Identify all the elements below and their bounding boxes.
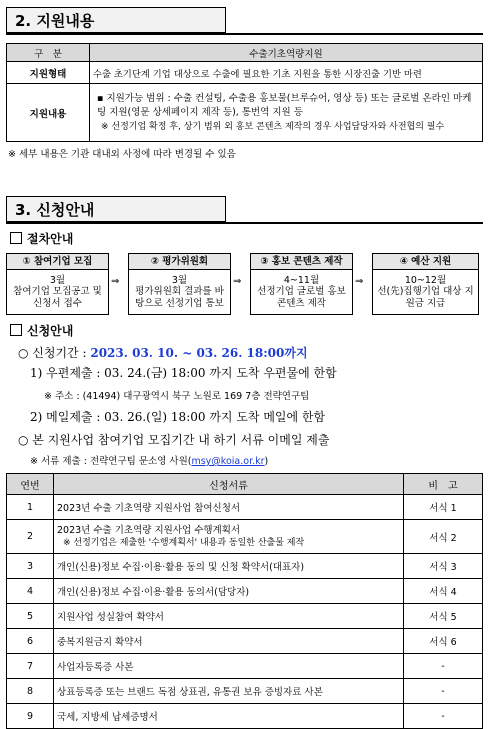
- arrow-right-icon: ⇒: [355, 276, 364, 287]
- procedure-step-4: [372, 253, 479, 315]
- row-document: 2023년 수출 기초역량 지원사업 수행계획서: [57, 524, 241, 536]
- checkbox-square-icon: [10, 324, 22, 336]
- documents-header-doc: 신청서류: [54, 474, 404, 495]
- table-row: [7, 579, 483, 604]
- application-heading: [10, 322, 73, 339]
- checkbox-square-icon: [10, 232, 22, 244]
- table-row: [7, 604, 483, 629]
- procedure-step-3-when: 4~11월: [283, 275, 320, 286]
- row-number: 5: [7, 604, 54, 629]
- section-3-title: [6, 196, 226, 222]
- application-period: [18, 344, 308, 361]
- documents-header-no: 연번: [7, 474, 54, 495]
- procedure-step-3-desc: 선정기업 글로벌 홍보콘텐츠 제작: [257, 286, 346, 309]
- row-number: 1: [7, 495, 54, 520]
- arrow-right-icon: ⇒: [233, 276, 242, 287]
- documents-header-remark: 비 고: [404, 474, 483, 495]
- procedure-step-2: [128, 253, 231, 315]
- application-period-value: 2023. 03. 10. ~ 03. 26. 18:00까지: [90, 346, 308, 360]
- support-table-header-category: 구 분: [7, 44, 90, 62]
- support-scope-bullet: ▪ 지원가능 범위 : 수출 컨설팅, 수출용 홍보물(브루슈어, 영상 등) 또는 글로벌 온라인 마케팅 지원(영문 상세페이지 제작 등), 통번역 지원 등: [97, 92, 472, 118]
- section-2-title-text: 2. 지원내용: [15, 12, 95, 30]
- row-remark: -: [404, 704, 483, 729]
- row-number: 8: [7, 679, 54, 704]
- row-document-note: ※ 선정기업은 제출한 '수행계획서' 내용과 동일한 산출물 제작: [63, 537, 305, 548]
- procedure-heading: [10, 230, 73, 247]
- procedure-heading-text: 절차안내: [27, 232, 74, 246]
- row-remark: 서식 2: [404, 520, 483, 554]
- procedure-step-4-when: 10~12월: [404, 275, 447, 286]
- row-number: 6: [7, 629, 54, 654]
- table-row: [7, 554, 483, 579]
- row-remark: -: [404, 679, 483, 704]
- procedure-step-2-when: 3월: [171, 275, 188, 286]
- support-table: [6, 43, 483, 142]
- row-remark: 서식 1: [404, 495, 483, 520]
- row-document: 사업자등록증 사본: [54, 654, 404, 679]
- section-3-title-text: 3. 신청안내: [15, 201, 95, 219]
- row-number: 7: [7, 654, 54, 679]
- procedure-step-3-title: ③ 홍보 콘텐츠 제작: [251, 254, 352, 270]
- email-submission: 2) 메일제출 : 03. 26.(일) 18:00 까지 도착 메일에 한함: [30, 410, 326, 424]
- procedure-step-1-title: ① 참여기업 모집: [7, 254, 108, 270]
- row-number: 9: [7, 704, 54, 729]
- row-document: 개인(신용)정보 수집·이용·활용 동의서(담당자): [54, 579, 404, 604]
- row-document: 상표등록증 또는 브랜드 독점 상표권, 유통권 보유 증빙자료 사본: [54, 679, 404, 704]
- documents-contact-prefix: ※ 서류 제출 : 전략연구팀 문소영 사원(: [30, 456, 192, 467]
- procedure-step-2-title: ② 평가위원회: [129, 254, 230, 270]
- row-document: 중복지원금지 확약서: [54, 629, 404, 654]
- procedure-step-1: [6, 253, 109, 315]
- support-content-label: 지원내용: [7, 84, 90, 142]
- row-document: 지원사업 성실참여 확약서: [54, 604, 404, 629]
- procedure-step-1-desc: 참여기업 모집공고 및 신청서 접수: [13, 286, 102, 309]
- row-document: 개인(신용)정보 수집·이용·활용 동의 및 신청 확약서(대표자): [54, 554, 404, 579]
- section-2-title: [6, 7, 226, 33]
- support-scope-note: ※ 선정기업 확정 후, 상기 범위 외 홍보 콘텐츠 제작의 경우 사업담당자와 사전협의 필수: [101, 121, 445, 132]
- procedure-step-1-when: 3월: [49, 275, 66, 286]
- table-row: [7, 629, 483, 654]
- documents-table: [6, 473, 483, 729]
- mail-address: ※ 주소 : (41494) 대구광역시 북구 노원로 169 7층 전략연구팀: [44, 391, 310, 402]
- procedure-step-3: [250, 253, 353, 315]
- section-2-divider: [6, 33, 483, 35]
- row-number: 3: [7, 554, 54, 579]
- row-remark: 서식 3: [404, 554, 483, 579]
- table-row: [7, 654, 483, 679]
- row-remark: 서식 5: [404, 604, 483, 629]
- arrow-right-icon: ⇒: [111, 276, 120, 287]
- table-row: [7, 704, 483, 729]
- documents-contact: [30, 453, 268, 467]
- row-number: 2: [7, 520, 54, 554]
- support-type-content: 수출 초기단계 기업 대상으로 수출에 필요한 기초 지원을 통한 시장진출 기반 마련: [90, 62, 483, 84]
- procedure-step-4-desc: 선(先)집행기업 대상 지원금 지급: [377, 286, 474, 309]
- documents-contact-suffix: ): [264, 456, 269, 467]
- row-document: 국세, 지방세 납세증명서: [54, 704, 404, 729]
- application-period-label: ○ 신청기간 :: [18, 346, 87, 360]
- contact-email-link[interactable]: msy@koia.or.kr: [191, 456, 265, 467]
- table-row: [7, 495, 483, 520]
- mail-submission: 1) 우편제출 : 03. 24.(금) 18:00 까지 도착 우편물에 한함: [30, 366, 337, 380]
- support-table-header-program: 수출기초역량지원: [90, 44, 483, 62]
- change-notice: ※ 세부 내용은 기관 대내외 사정에 따라 변경될 수 있음: [8, 149, 236, 160]
- row-number: 4: [7, 579, 54, 604]
- table-row: [7, 679, 483, 704]
- row-remark: 서식 4: [404, 579, 483, 604]
- procedure-step-4-title: ④ 예산 지원: [373, 254, 478, 270]
- row-remark: 서식 6: [404, 629, 483, 654]
- row-remark: -: [404, 654, 483, 679]
- documents-instruction: ○ 본 지원사업 참여기업 모집기간 내 하기 서류 이메일 제출: [18, 433, 330, 447]
- support-type-label: 지원형태: [7, 62, 90, 84]
- section-3-divider: [6, 222, 483, 224]
- procedure-step-2-desc: 평가위원회 결과를 바탕으로 선정기업 통보: [135, 286, 224, 309]
- table-row: [7, 520, 483, 554]
- application-heading-text: 신청안내: [27, 324, 74, 338]
- row-document: 2023년 수출 기초역량 지원사업 참여신청서: [54, 495, 404, 520]
